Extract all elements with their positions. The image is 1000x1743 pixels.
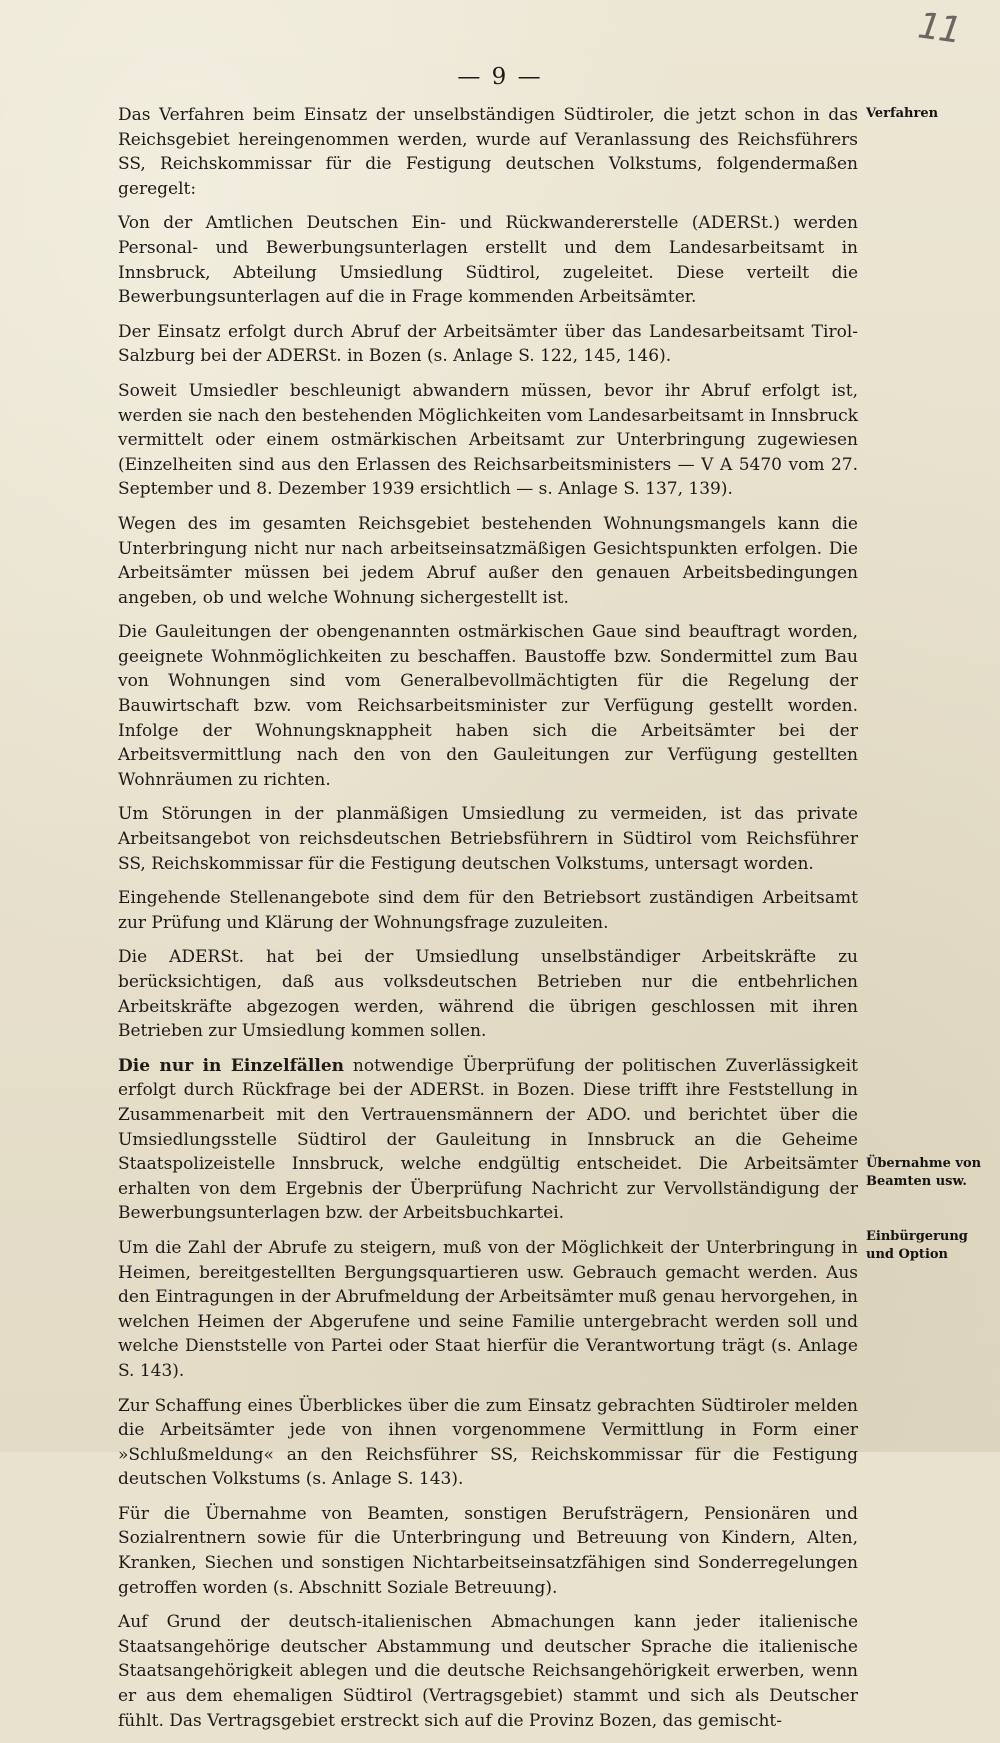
- paragraph-text: Von der Amtlichen Deutschen Ein- und Rückwandererstelle (ADERSt.) werden Personal- und Bewerbungsunterlagen erstellt und dem Landesarbeitsamt in Innsbruck, Abteilung Umsiedlung Südtirol, zugeleitet. Diese verteilt die Bewerbungsunterlagen auf die in Frage kommenden Arbeitsämter.: [118, 213, 858, 308]
- paragraph: [118, 512, 858, 610]
- paragraph: [118, 945, 858, 1043]
- margin-note-line: Übernahme von: [866, 1156, 982, 1171]
- paragraph: [118, 103, 858, 201]
- paragraph: [118, 620, 858, 792]
- paragraph: [118, 1236, 858, 1384]
- paragraph-text: Wegen des im gesamten Reichsgebiet bestehenden Wohnungsmangels kann die Unterbringung nicht nur nach arbeitseinsatzmäßigen Gesichtspunkten erfolgen. Die Arbeitsämter müssen bei jedem Abruf außer den genauen Arbeitsbedingungen angeben, ob und welche Wohnung sichergestellt ist.: [118, 513, 858, 608]
- body-text: [118, 103, 858, 1743]
- paragraph: [118, 1502, 858, 1600]
- paragraph-text: Um Störungen in der planmäßigen Umsiedlung zu vermeiden, ist das private Arbeitsangebot von reichsdeutschen Betriebsführern in Südtirol vom Reichsführer SS, Reichskommissar für die Festigung deutschen Volkstums, untersagt worden.: [118, 804, 858, 874]
- paragraph: [118, 1054, 858, 1226]
- margin-note-line: und Option: [866, 1247, 948, 1262]
- margin-note-uebernahme: [866, 1155, 990, 1191]
- paragraph-text: Um die Zahl der Abrufe zu steigern, muß von der Möglichkeit der Unterbringung in Heimen, bereitgestellten Bergungsquartieren usw. Gebrauch gemacht werden. Aus den Eintragungen in der Abrufmeldung der Arbeitsämter muß genau hervorgehen, in welchen Heimen der Abgerufene und seine Familie untergebracht werden soll und welche Dienststelle von Partei oder Staat hierfür die Verantwortung trägt (s. Anlage S. 143).: [118, 1237, 858, 1381]
- paragraph-text: Eingehende Stellenangebote sind dem für den Betriebsort zuständigen Arbeitsamt zur Prüfung und Klärung der Wohnungsfrage zuzuleiten.: [118, 888, 858, 933]
- paragraph: [118, 886, 858, 935]
- paragraph-text: Der Einsatz erfolgt durch Abruf der Arbeitsämter über das Landesarbeitsamt Tirol-Salzburg bei der ADERSt. in Bozen (s. Anlage S. 122, 145, 146).: [118, 321, 858, 367]
- handwritten-folio-mark: 11: [915, 5, 963, 52]
- margin-note-line: Verfahren: [866, 106, 939, 121]
- paragraph-text: Soweit Umsiedler beschleunigt abwandern müssen, bevor ihr Abruf erfolgt ist, werden sie nach den bestehenden Möglichkeiten vom Landesarbeitsamt in Innsbruck vermittelt oder einem ostmärkischen Arbeitsamt zur Unterbringung zugewiesen (Einzelheiten sind aus den Erlassen des Reichsarbeitsministers — V A 5470 vom 27. September und 8. Dezember 1939 ersichtlich — s. Anlage S. 137, 139).: [118, 380, 858, 500]
- margin-note-line: Einbürgerung: [866, 1229, 968, 1244]
- paragraph-text: Für die Übernahme von Beamten, sonstigen Berufsträgern, Pensionären und Sozialrentnern sowie für die Unterbringung und Betreuung von Kindern, Alten, Kranken, Siechen und sonstigen Nichtarbeitseinsatzfähigen sind Sonderregelungen getroffen worden (s. Abschnitt Soziale Betreuung).: [118, 1503, 858, 1598]
- paragraph: [118, 1394, 858, 1492]
- paragraph-text: Die ADERSt. hat bei der Umsiedlung unselbständiger Arbeitskräfte zu berücksichtigen, daß aus volksdeutschen Betrieben nur die entbehrlichen Arbeitskräfte abgezogen werden, während die übrigen geschlossen mit ihren Betrieben zur Umsiedlung kommen sollen.: [118, 947, 858, 1042]
- margin-note-einbuergerung: [866, 1228, 990, 1264]
- paragraph-text: Auf Grund der deutsch-italienischen Abmachungen kann jeder italienische Staatsangehörige deutscher Abstammung und deutscher Sprache die italienische Staatsangehörigkeit ablegen und die deutsche Reichsangehörigkeit erwerben, wenn er aus dem ehemaligen Südtirol (Vertragsgebiet) stammt und sich als Deutscher fühlt. Das Vertragsgebiet erstreckt sich auf die Provinz Bozen, das gemischt-: [118, 1612, 858, 1731]
- paragraph-lead: Die nur in Einzelfällen: [118, 1055, 344, 1076]
- margin-note-verfahren: [866, 105, 990, 123]
- paragraph-text: notwendige Überprüfung der politischen Zuverlässigkeit erfolgt durch Rückfrage bei der ADERSt. in Bozen. Diese trifft ihre Feststellung in Zusammenarbeit mit den Vertrauensmännern der ADO. und berichtet über die Umsiedlungsstelle Südtirol der Gauleitung in Innsbruck an die Geheime Staatspolizeistelle Innsbruck, welche endgültig entscheidet. Die Arbeitsämter erhalten von dem Ergebnis der Überprüfung Nachricht zur Vervollständigung der Bewerbungsunterlagen bzw. der Arbeitsbuchkartei.: [118, 1055, 859, 1224]
- margin-note-line: Beamten usw.: [866, 1174, 967, 1189]
- paragraph: [118, 211, 858, 309]
- paragraph: [118, 379, 858, 502]
- paragraph: [118, 802, 858, 876]
- paragraph: [118, 320, 858, 369]
- paragraph-text: Zur Schaffung eines Überblickes über die zum Einsatz gebrachten Südtiroler melden die Arbeitsämter jede von ihnen vorgenommene Vermittlung in Form einer »Schlußmeldung« an den Reichsführer SS, Reichskommissar für die Festigung deutschen Volkstums (s. Anlage S. 143).: [118, 1395, 858, 1490]
- paragraph-text: Das Verfahren beim Einsatz der unselbständigen Südtiroler, die jetzt schon in das Reichsgebiet hereingenommen werden, wurde auf Veranlassung des Reichsführers SS, Reichskommissar für die Festigung deutschen Volkstums, folgendermaßen geregelt:: [118, 105, 858, 199]
- paragraph: [118, 1610, 858, 1733]
- page-number: — 9 —: [457, 64, 543, 90]
- paragraph-text: Die Gauleitungen der obengenannten ostmärkischen Gaue sind beauftragt worden, geeignete Wohnmöglichkeiten zu beschaffen. Baustoffe bzw. Sondermittel zum Bau von Wohnungen sind vom Generalbevollmächtigten für die Regelung der Bauwirtschaft bzw. vom Reichsarbeitsminister zur Verfügung gestellt worden. Infolge der Wohnungsknappheit haben sich die Arbeitsämter bei der Arbeitsvermittlung nach den von den Gauleitungen zur Verfügung gestellten Wohnräumen zu richten.: [118, 622, 858, 790]
